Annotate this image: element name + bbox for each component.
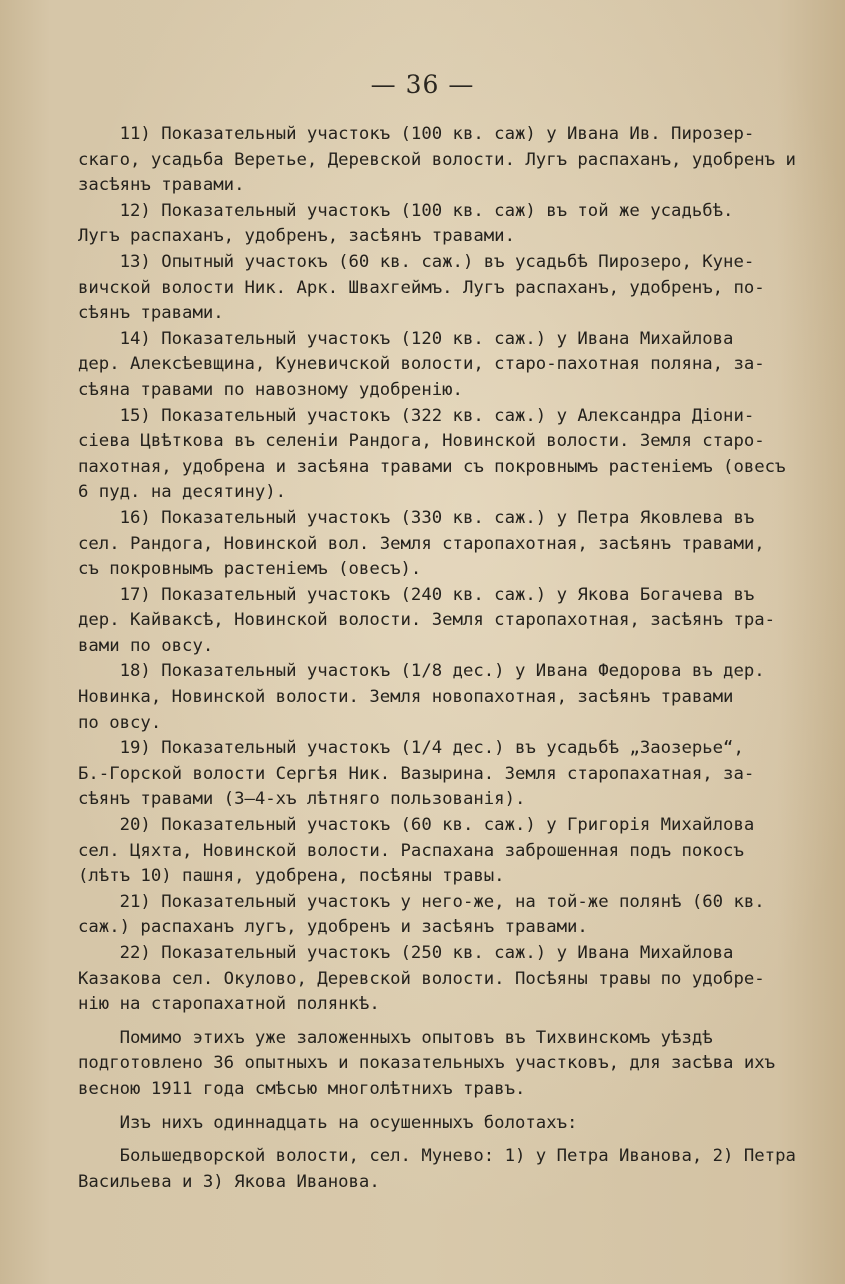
text-line: весною 1911 года смѣсью многолѣтнихъ травъ. <box>78 1078 526 1099</box>
text-line: Казакова сел. Окулово, Деревской волости. Посѣяны травы по удобре- <box>78 968 765 989</box>
text-line: Б.-Горской волости Сергѣя Ник. Вазырина. Земля старопахатная, за- <box>78 763 755 784</box>
text-line: засѣянъ травами. <box>78 175 245 196</box>
text-line: сiева Цвѣткова въ селенiи Рандога, Новинской волости. Земля старо- <box>78 431 765 452</box>
text-line: сел. Рандога, Новинской вол. Земля старопахотная, засѣянъ травами, <box>78 533 765 554</box>
paragraph-gap <box>78 1136 826 1144</box>
text-line: Большедворской волости, сел. Мунево: 1) у Петра Иванова, 2) Петра <box>78 1146 796 1167</box>
page-body <box>78 122 826 1195</box>
page-number: — 36 — <box>370 70 475 99</box>
text-line: 11) Показательный участокъ (100 кв. саж) у Ивана Ив. Пирозер- <box>78 124 755 144</box>
text-line: 13) Опытный участокъ (60 кв. саж.) въ усадьбѣ Пирозеро, Куне- <box>78 251 755 272</box>
text-line: сѣянъ травами (3—4-хъ лѣтняго пользованiя). <box>78 789 526 810</box>
text-line: 19) Показательный участокъ (1/4 дес.) въ усадьбѣ „Заозерье“, <box>78 738 744 759</box>
text-line: (лѣтъ 10) пашня, удобрена, посѣяны травы. <box>78 866 505 887</box>
text-line: Новинка, Новинской волости. Земля новопахотная, засѣянъ травами <box>78 687 734 708</box>
text-line: по овсу. <box>78 712 162 733</box>
text-line: 12) Показательный участокъ (100 кв. саж) въ той же усадьбѣ. <box>78 200 734 221</box>
paragraph-gap <box>78 1103 826 1111</box>
text-line: 18) Показательный участокъ (1/8 дес.) у Ивана Федорова въ дер. <box>78 661 765 682</box>
text-line: сел. Цяхта, Новинской волости. Распахана заброшенная подъ покосъ <box>78 840 744 861</box>
text-line: 15) Показательный участокъ (322 кв. саж.) у Александра Дiони- <box>78 405 755 426</box>
paragraph-gap <box>78 1018 826 1026</box>
text-line: скаго, усадьба Веретье, Деревской волости. Лугъ распаханъ, удобренъ и <box>78 149 796 170</box>
text-line: сѣянъ травами. <box>78 303 224 324</box>
text-line: дер. Алексѣевщина, Куневичской волости, старо-пахотная поляна, за- <box>78 354 765 375</box>
text-line: 14) Показательный участокъ (120 кв. саж.) у Ивана Михайлова <box>78 328 734 349</box>
text-line: Изъ нихъ одиннадцать на осушенныхъ болотахъ: <box>78 1112 578 1133</box>
text-line: 21) Показательный участокъ у него-же, на той-же полянѣ (60 кв. <box>78 891 765 912</box>
text-line: подготовлено 36 опытныхъ и показательныхъ участковъ, для засѣва ихъ <box>78 1053 776 1074</box>
text-line: Помимо этихъ уже заложенныхъ опытовъ въ Тихвинскомъ уѣздѣ <box>78 1027 713 1048</box>
text-line: 16) Показательный участокъ (330 кв. саж.) у Петра Яковлева въ <box>78 507 755 528</box>
text-line: Лугъ распаханъ, удобренъ, засѣянъ травами. <box>78 226 515 247</box>
text-line: 17) Показательный участокъ (240 кв. саж.) у Якова Богачева въ <box>78 584 755 605</box>
text-line: саж.) распаханъ лугъ, удобренъ и засѣянъ травами. <box>78 917 588 938</box>
text-line: сѣяна травами по навозному удобренiю. <box>78 379 463 400</box>
text-line: пахотная, удобрена и засѣяна травами съ покровнымъ растенiемъ (овесъ <box>78 456 786 477</box>
text-line: Васильева и 3) Якова Иванова. <box>78 1171 380 1192</box>
text-line: съ покровнымъ растенiемъ (овесъ). <box>78 559 422 580</box>
text-line: 6 пуд. на десятину). <box>78 482 287 503</box>
text-line: вами по овсу. <box>78 635 214 656</box>
text-line: 22) Показательный участокъ (250 кв. саж.) у Ивана Михайлова <box>78 943 734 963</box>
text-line: вичской волости Ник. Арк. Швахгеймъ. Лугъ распаханъ, удобренъ, по- <box>78 277 765 298</box>
text-line: дер. Кайваксѣ, Новинской волости. Земля старопахотная, засѣянъ тра- <box>78 610 776 631</box>
text-line: 20) Показательный участокъ (60 кв. саж.) у Григорiя Михайлова <box>78 815 755 836</box>
text-line: нiю на старопахатной полянкѣ. <box>78 994 380 1015</box>
